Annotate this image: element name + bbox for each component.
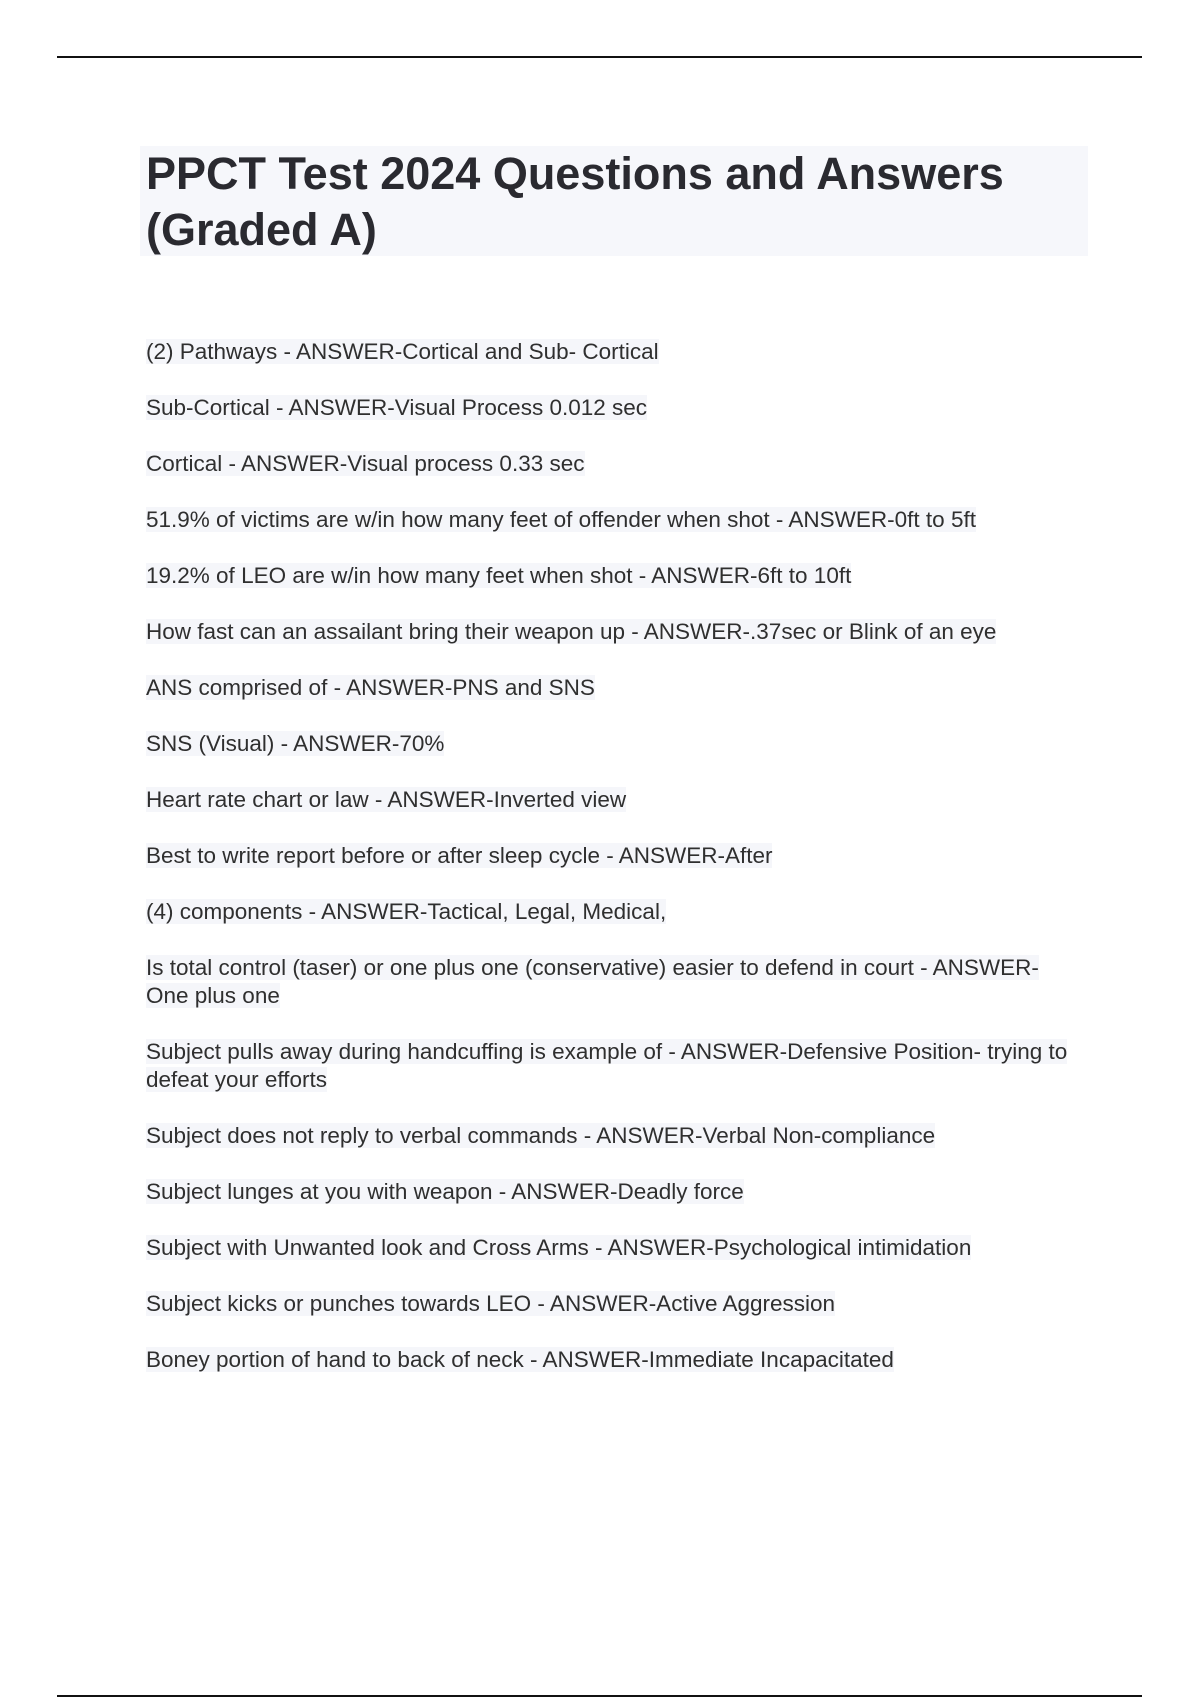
list-item: [146, 1234, 1076, 1262]
list-item: [146, 730, 1076, 758]
qa-text: Subject does not reply to verbal commands - ANSWER-Verbal Non-compliance: [146, 1123, 936, 1148]
list-item: [146, 562, 1076, 590]
list-item: [146, 1122, 1076, 1150]
list-item: [146, 506, 1076, 534]
list-item: [146, 338, 1076, 366]
list-item: [146, 898, 1076, 926]
list-item: [146, 450, 1076, 478]
qa-text: Boney portion of hand to back of neck - ANSWER-Immediate Incapacitated: [146, 1347, 894, 1372]
qa-text: ANS comprised of - ANSWER-PNS and SNS: [146, 675, 595, 700]
list-item: [146, 674, 1076, 702]
qa-text: How fast can an assailant bring their weapon up - ANSWER-.37sec or Blink of an eye: [146, 619, 997, 644]
qa-text: (4) components - ANSWER-Tactical, Legal, Medical,: [146, 899, 667, 924]
list-item: [146, 618, 1076, 646]
qa-text: Heart rate chart or law - ANSWER-Inverted view: [146, 787, 627, 812]
list-item: [146, 394, 1076, 422]
qa-text: 19.2% of LEO are w/in how many feet when shot - ANSWER-6ft to 10ft: [146, 563, 852, 588]
qa-text: 51.9% of victims are w/in how many feet of offender when shot - ANSWER-0ft to 5ft: [146, 507, 976, 532]
qa-text: Subject lunges at you with weapon - ANSWER-Deadly force: [146, 1179, 744, 1204]
qa-text: (2) Pathways - ANSWER-Cortical and Sub- Cortical: [146, 339, 659, 364]
qa-text: Is total control (taser) or one plus one (conservative) easier to defend in court - ANSWER-One plus one: [146, 955, 1039, 1008]
list-item: [146, 786, 1076, 814]
qa-text: Best to write report before or after sleep cycle - ANSWER-After: [146, 843, 773, 868]
list-item: [146, 1178, 1076, 1206]
top-rule: [57, 56, 1142, 58]
list-item: [146, 842, 1076, 870]
list-item: [146, 1290, 1076, 1318]
qa-list: [146, 338, 1076, 1402]
bottom-rule: [57, 1695, 1142, 1697]
qa-text: SNS (Visual) - ANSWER-70%: [146, 731, 445, 756]
qa-text: Subject pulls away during handcuffing is example of - ANSWER-Defensive Position- trying to defeat your efforts: [146, 1039, 1068, 1092]
qa-text: Cortical - ANSWER-Visual process 0.33 sec: [146, 451, 585, 476]
list-item: [146, 954, 1076, 1010]
list-item: [146, 1038, 1076, 1094]
qa-text: Subject with Unwanted look and Cross Arms - ANSWER-Psychological intimidation: [146, 1235, 972, 1260]
document-title: PPCT Test 2024 Questions and Answers (Graded A): [146, 148, 1004, 255]
list-item: [146, 1346, 1076, 1374]
qa-text: Subject kicks or punches towards LEO - ANSWER-Active Aggression: [146, 1291, 836, 1316]
qa-text: Sub-Cortical - ANSWER-Visual Process 0.012 sec: [146, 395, 648, 420]
